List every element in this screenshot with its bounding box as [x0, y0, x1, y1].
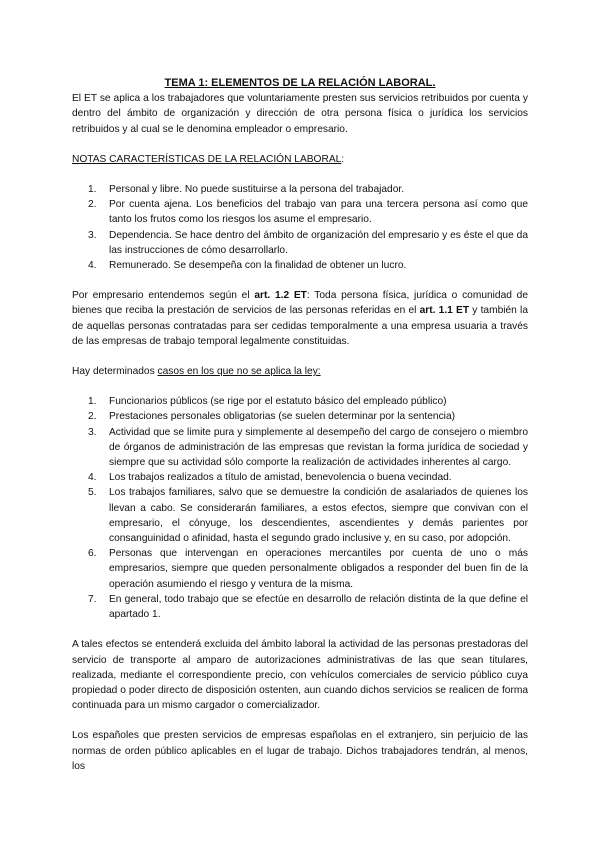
casos-list: [72, 394, 528, 622]
list-number: 3.: [88, 229, 97, 241]
list-number: 2.: [88, 411, 97, 423]
notas-heading: [72, 152, 528, 167]
document-page: [72, 76, 528, 774]
casos-heading: [72, 364, 528, 379]
list-item: [72, 182, 528, 197]
article-ref: art. 1.2 ET: [254, 290, 307, 302]
list-text: Personas que intervengan en operaciones mercantiles por cuenta de uno o más empresarios, siempre que queden personalmente obligados a responder del buen fin de la operación asumiendo el riesgo y ventura de la misma.: [109, 548, 528, 590]
list-number: 4.: [88, 472, 97, 484]
list-item: [72, 409, 528, 424]
casos-heading-prefix: Hay determinados: [72, 366, 158, 378]
list-text: Dependencia. Se hace dentro del ámbito de organización del empresario y es éste el que da las instrucciones de cómo desarrollarlo.: [109, 229, 528, 256]
list-number: 1.: [88, 184, 97, 196]
page-title: TEMA 1: ELEMENTOS DE LA RELACIÓN LABORAL.: [164, 77, 436, 89]
extranjero-paragraph: Los españoles que presten servicios de empresas españolas en el extranjero, sin perjuicio de las normas de orden público aplicables en el lugar de trabajo. Dichos trabajadores tendrán, al menos, los: [72, 730, 528, 772]
list-item: [72, 485, 528, 546]
list-number: 4.: [88, 260, 97, 272]
list-item: [72, 425, 528, 471]
empresario-paragraph: [72, 288, 528, 349]
list-number: 7.: [88, 593, 97, 605]
list-number: 3.: [88, 426, 97, 438]
list-text: Actividad que se limite pura y simplemente al desempeño del cargo de consejero o miembro de órganos de administración de las empresas que revistan la forma jurídica de sociedad y siempre que su actividad sólo comporte la realización de actividades inherentes al cargo.: [109, 426, 528, 469]
empresario-text-3: y también la de aquellas personas contratadas para ser cedidas temporalmente a una empresa usuaria a través de las empresas de trabajo temporal legalmente constituidas.: [72, 305, 528, 347]
list-text: Remunerado. Se desempeña con la finalidad de obtener un lucro.: [109, 260, 407, 272]
list-number: 1.: [88, 396, 97, 408]
list-text: Por cuenta ajena. Los beneficios del trabajo van para una tercera persona así como que tanto los frutos como los riesgos los asume el empresario.: [109, 199, 528, 226]
list-number: 2.: [88, 199, 97, 211]
list-item: [72, 592, 528, 622]
list-number: 6.: [88, 548, 97, 560]
list-item: [72, 258, 528, 273]
notas-list: [72, 182, 528, 273]
transporte-paragraph: A tales efectos se entenderá excluida del ámbito laboral la actividad de las personas prestadoras del servicio de transporte al amparo de autorizaciones administrativas de las que sean titulares, realizada, mediante el correspondiente precio, con vehículos comerciales de servicio público cuya propiedad o poder directo de disposición ostenten, aun cuando dichos servicios se realicen de forma continuada para un mismo cargador o comercializador.: [72, 639, 528, 712]
list-text: Los trabajos realizados a título de amistad, benevolencia o buena vecindad.: [109, 472, 452, 484]
list-item: [72, 197, 528, 227]
list-item: [72, 470, 528, 485]
list-text: En general, todo trabajo que se efectúe en desarrollo de relación distinta de la que define el apartado 1.: [109, 593, 528, 621]
list-number: 5.: [88, 487, 97, 499]
list-text: Funcionarios públicos (se rige por el estatuto básico del empleado público): [109, 396, 447, 408]
notas-heading-text: NOTAS CARACTERÍSTICAS DE LA RELACIÓN LABORAL: [72, 153, 342, 165]
list-item: [72, 228, 528, 258]
article-ref: art. 1.1 ET: [419, 305, 470, 317]
list-text: Prestaciones personales obligatorias (se suelen determinar por la sentencia): [109, 411, 455, 423]
casos-heading-underlined: casos en los que no se aplica la ley:: [157, 366, 321, 378]
notas-heading-colon: :: [341, 153, 345, 165]
list-text: Los trabajos familiares, salvo que se demuestre la condición de asalariados de quienes los llevan a cabo. Se considerarán familiares, a estos efectos, siempre que convivan con el empresario, el cónyuge, los descendientes, ascendientes y demás parientes por consanguinidad o afinidad, hasta el segundo grado inclusive y, en su caso, por adopción.: [109, 487, 528, 545]
empresario-text-1: Por empresario entendemos según el: [72, 290, 255, 302]
list-item: [72, 546, 528, 592]
list-item: [72, 394, 528, 409]
empresario-text-2: : Toda persona física, jurídica o comunidad de bienes que reciba la prestación de servicios de las personas referidas en el: [72, 290, 528, 317]
list-text: Personal y libre. No puede sustituirse a la persona del trabajador.: [109, 184, 405, 196]
intro-paragraph: El ET se aplica a los trabajadores que voluntariamente presten sus servicios retribuidos por cuenta y dentro del ámbito de organización y dirección de otra persona física o jurídica los servicios retribuidos y al cual se le denomina empleador o empresario.: [72, 93, 528, 135]
